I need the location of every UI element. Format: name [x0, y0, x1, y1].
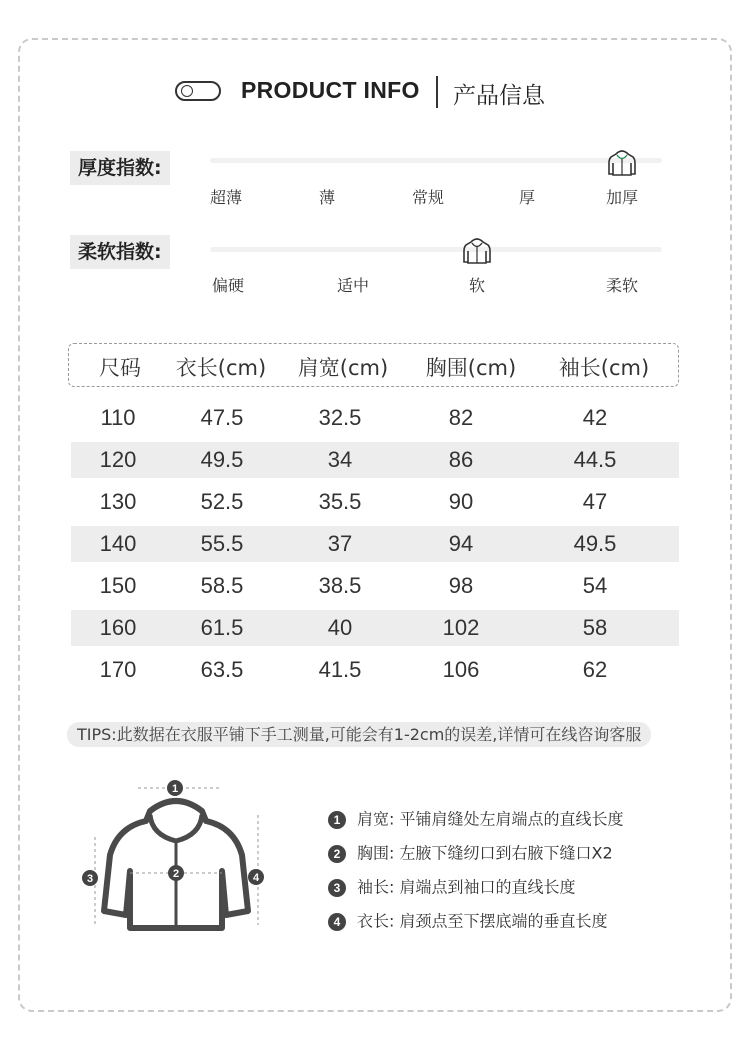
table-cell: 49.5 [573, 531, 617, 556]
table-cell: 47.5 [200, 405, 244, 430]
softness-option: 柔软 [605, 276, 639, 295]
svg-text:2: 2 [172, 868, 180, 880]
table-cell: 63.5 [200, 657, 244, 682]
table-cell: 32.5 [318, 405, 362, 430]
table-cell: 150 [99, 573, 137, 598]
title-divider [436, 76, 438, 108]
column-header: 胸围(cm) [425, 356, 517, 380]
table-cell: 58.5 [200, 573, 244, 598]
legend-number: 3 [328, 879, 346, 897]
table-cell: 102 [442, 615, 480, 640]
softness-label: 柔软指数: [70, 235, 170, 269]
table-cell: 170 [99, 657, 137, 682]
thickness-option: 厚 [518, 188, 536, 207]
table-cell: 98 [448, 573, 474, 598]
thickness-option: 加厚 [605, 188, 639, 207]
table-cell: 41.5 [318, 657, 362, 682]
table-cell: 52.5 [200, 489, 244, 514]
jacket-marker-icon [460, 234, 494, 268]
softness-track [210, 247, 662, 252]
svg-text:4: 4 [252, 872, 260, 884]
table-cell: 62 [582, 657, 608, 682]
header [0, 76, 750, 110]
marker-4 [248, 869, 264, 885]
table-cell: 40 [327, 615, 353, 640]
legend-number: 2 [328, 845, 346, 863]
column-header: 袖长(cm) [558, 356, 650, 380]
table-row [71, 610, 679, 646]
table-cell: 86 [448, 447, 474, 472]
legend-item [328, 842, 613, 864]
marker-2 [168, 865, 184, 881]
softness-option: 适中 [336, 276, 370, 295]
table-row [71, 526, 679, 562]
marker-3 [82, 870, 98, 886]
legend-number: 4 [328, 913, 346, 931]
table-cell: 34 [327, 447, 353, 472]
thickness-track [210, 158, 662, 163]
legend-item [328, 910, 607, 932]
table-cell: 42 [582, 405, 608, 430]
table-cell: 106 [442, 657, 480, 682]
legend-text: 袖长: 肩端点到袖口的直线长度 [357, 877, 576, 897]
legend-text: 肩宽: 平铺肩缝处左肩端点的直线长度 [357, 809, 624, 829]
title-cn: 产品信息 [453, 83, 545, 109]
table-cell: 130 [99, 489, 137, 514]
toggle-pill-icon [175, 81, 221, 101]
marker-1 [167, 780, 183, 796]
softness-option: 软 [468, 276, 486, 295]
table-cell: 58 [582, 615, 608, 640]
column-header: 衣长(cm) [175, 356, 267, 380]
legend-item [328, 876, 575, 898]
hoodie-jacket-icon [78, 775, 268, 935]
table-cell: 55.5 [200, 531, 244, 556]
column-header: 尺码 [99, 356, 141, 380]
svg-text:1: 1 [171, 783, 179, 795]
title-en: PRODUCT INFO [241, 77, 420, 103]
softness-option: 偏硬 [211, 276, 245, 295]
table-cell: 47 [582, 489, 608, 514]
thickness-option: 超薄 [209, 188, 243, 207]
legend-text: 胸围: 左腋下缝纫口到右腋下缝口X2 [357, 843, 613, 863]
table-cell: 110 [100, 405, 136, 430]
table-row [71, 652, 679, 688]
table-cell: 120 [99, 447, 137, 472]
table-cell: 160 [99, 615, 137, 640]
table-row [71, 442, 679, 478]
table-cell: 38.5 [318, 573, 362, 598]
table-cell: 54 [582, 573, 608, 598]
table-cell: 94 [448, 531, 474, 556]
jacket-marker-icon [605, 146, 639, 180]
column-header: 肩宽(cm) [297, 356, 389, 380]
svg-text:3: 3 [86, 873, 94, 885]
table-cell: 37 [327, 531, 353, 556]
legend-item [328, 808, 623, 830]
legend-number: 1 [328, 811, 346, 829]
thickness-option: 常规 [411, 188, 445, 207]
table-cell: 35.5 [318, 489, 362, 514]
table-cell: 49.5 [200, 447, 244, 472]
tips-note: TIPS:此数据在衣服平铺下手工测量,可能会有1-2cm的误差,详情可在线咨询客服 [67, 722, 651, 747]
table-cell: 82 [448, 405, 474, 430]
table-cell: 61.5 [200, 615, 244, 640]
table-cell: 140 [99, 531, 137, 556]
table-cell: 90 [448, 489, 474, 514]
thickness-option: 薄 [318, 188, 336, 207]
table-row [71, 400, 679, 436]
thickness-label: 厚度指数: [70, 151, 170, 185]
table-cell: 44.5 [573, 447, 617, 472]
table-row [71, 568, 679, 604]
legend-text: 衣长: 肩颈点至下摆底端的垂直长度 [357, 911, 608, 931]
table-row [71, 484, 679, 520]
